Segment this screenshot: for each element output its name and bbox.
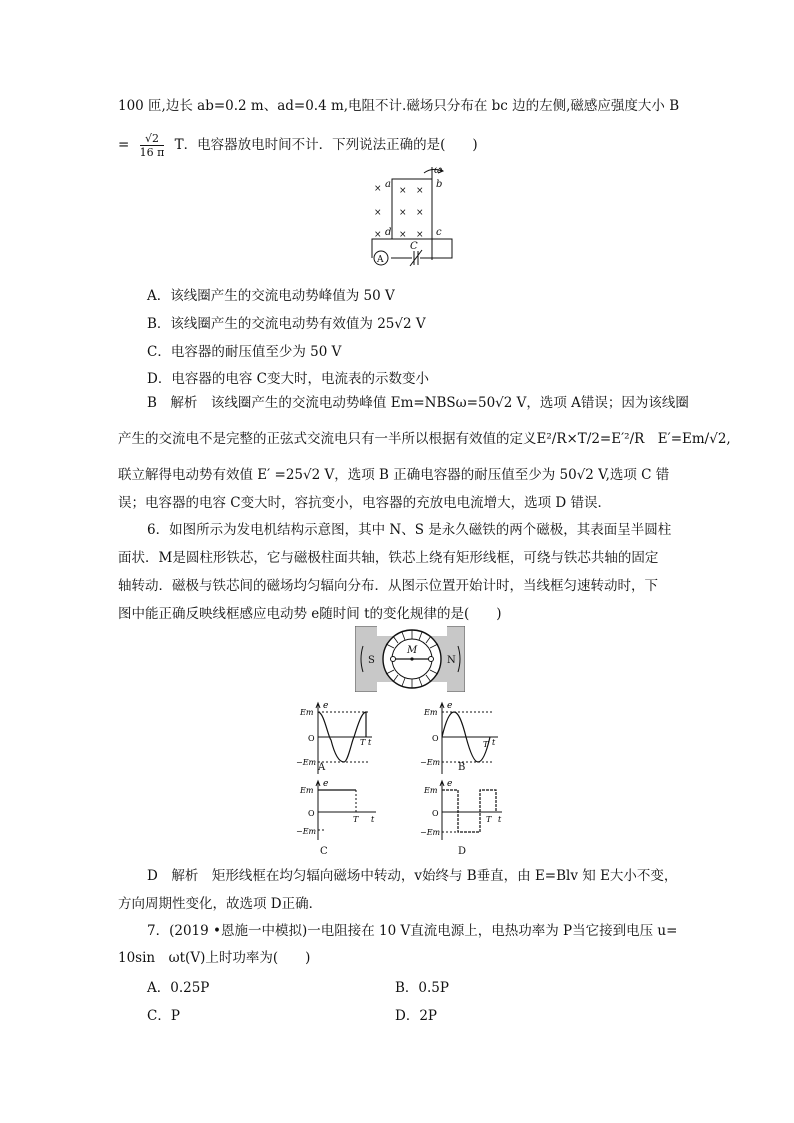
q5-option-d: D．电容器的电容 C变大时，电流表的示数变小 xyxy=(147,371,429,387)
svg-text:×: × xyxy=(399,208,407,218)
label-c: c xyxy=(436,227,442,238)
axis-neg-em: −Em xyxy=(420,758,441,767)
pole-n-label: N xyxy=(447,655,456,666)
pole-s-label: S xyxy=(368,655,375,666)
q6-stem-line-1: 6．如图所示为发电机结构示意图，其中 N、S 是永久磁铁的两个磁极，其表面呈半圆柱 xyxy=(147,522,672,538)
axis-neg-em: −Em xyxy=(296,827,317,836)
graph-d-label: D xyxy=(458,846,467,857)
svg-text:×: × xyxy=(374,208,382,218)
svg-text:×: × xyxy=(374,230,382,240)
svg-text:×: × xyxy=(416,230,424,240)
graph-d xyxy=(420,778,504,842)
generator-figure xyxy=(355,626,465,692)
axis-t: t xyxy=(371,815,375,824)
equals-sign: = xyxy=(118,137,130,153)
q5-option-a: A．该线圈产生的交流电动势峰值为 50 V xyxy=(147,288,395,304)
q5-option-c: C．电容器的耐压值至少为 50 V xyxy=(147,344,342,360)
q5-analysis-line-4: 误；电容器的电容 C变大时，容抗变小，电容器的充放电电流增大，选项 D 错误． xyxy=(118,495,612,511)
axis-period: T xyxy=(360,738,366,747)
q7-stem-line-2: 10sin ωt(V)上时功率为( ) xyxy=(118,950,311,966)
axis-period: T xyxy=(483,740,489,749)
axis-e: e xyxy=(447,779,453,789)
axis-em: Em xyxy=(424,708,438,717)
axis-t: t xyxy=(498,815,502,824)
axis-origin: O xyxy=(432,734,439,743)
axis-origin: O xyxy=(432,809,439,818)
svg-text:×: × xyxy=(374,184,382,194)
fraction-denominator: 16 π xyxy=(139,146,165,159)
axis-origin: O xyxy=(308,809,315,818)
label-b: b xyxy=(436,179,443,190)
graph-c xyxy=(296,778,378,842)
q7-option-d: D．2P xyxy=(395,1008,437,1024)
q5-stem-rest: T．电容器放电时间不计．下列说法正确的是( ) xyxy=(174,137,478,153)
coil-circuit-figure xyxy=(366,165,466,272)
graph-a-label: A xyxy=(318,762,326,773)
q7-option-a: A．0.25P xyxy=(147,980,210,996)
axis-e: e xyxy=(447,701,453,711)
axis-em: Em xyxy=(300,708,314,717)
q7-option-c: C．P xyxy=(147,1008,180,1024)
axis-period: T xyxy=(353,815,359,824)
label-d: d xyxy=(385,227,392,238)
q7-option-b: B．0.5P xyxy=(395,980,449,996)
q5-option-b: B．该线圈产生的交流电动势有效值为 25√2 V xyxy=(147,316,426,332)
q5-stem-line-1: 100 匝,边长 ab=0.2 m、ad=0.4 m,电阻不计.磁场只分布在 bc 边的左侧,磁感应强度大小 B xyxy=(118,98,680,114)
axis-t: t xyxy=(368,738,372,747)
graph-b-label: B xyxy=(458,762,466,773)
core-m-label: M xyxy=(407,645,418,656)
q5-analysis-line-1: B 解析 该线圈产生的交流电动势峰值 Em=NBSω=50√2 V，选项 A错误；因为该线圈 xyxy=(147,395,689,411)
axis-em: Em xyxy=(300,786,314,795)
axis-neg-em: −Em xyxy=(420,828,441,837)
fraction xyxy=(140,132,165,159)
svg-text:×: × xyxy=(399,230,407,240)
q5-analysis-line-2: 产生的交流电不是完整的正弦式交流电只有一半所以根据有效值的定义E²/R×T/2=E′²/R E′=Em/√2, xyxy=(118,431,731,447)
q6-stem-line-4: 图中能正确反映线框感应电动势 e随时间 t的变化规律的是( ) xyxy=(118,606,502,622)
fraction-numerator: √2 xyxy=(140,132,165,146)
capacitor-label: C xyxy=(410,241,418,252)
label-a: a xyxy=(385,179,391,190)
q6-analysis-line-2: 方向周期性变化，故选项 D正确． xyxy=(118,896,323,912)
svg-text:×: × xyxy=(416,186,424,196)
label-omega: ω xyxy=(434,165,443,176)
axis-origin: O xyxy=(308,734,315,743)
graph-a xyxy=(296,700,374,776)
svg-text:×: × xyxy=(399,186,407,196)
q5-stem-line-2 xyxy=(118,132,478,159)
q7-stem-line-1: 7．(2019 •恩施一中模拟)一电阻接在 10 V直流电源上，电热功率为 P当它接到电压 u= xyxy=(147,923,678,939)
graph-c-label: C xyxy=(320,846,328,857)
axis-t: t xyxy=(492,738,496,747)
svg-text:×: × xyxy=(416,208,424,218)
q5-analysis-line-3: 联立解得电动势有效值 E′ =25√2 V，选项 B 正确电容器的耐压值至少为 50√2 V,选项 C 错 xyxy=(118,467,670,483)
axis-period: T xyxy=(486,815,492,824)
q6-stem-line-3: 轴转动．磁极与铁芯间的磁场均匀辐向分布．从图示位置开始计时，当线框匀速转动时，下 xyxy=(118,578,658,594)
axis-em: Em xyxy=(424,786,438,795)
axis-e: e xyxy=(323,701,329,711)
q6-stem-line-2: 面状．M是圆柱形铁芯，它与磁极柱面共轴，铁芯上绕有矩形线框，可绕与铁芯共轴的固定 xyxy=(118,550,659,566)
axis-neg-em: −Em xyxy=(296,758,317,767)
q6-analysis-line-1: D 解析 矩形线框在均匀辐向磁场中转动，v始终与 B垂直，由 E=Blv 知 E大小不变， xyxy=(147,868,678,884)
axis-e: e xyxy=(323,779,329,789)
ammeter-label: A xyxy=(377,255,384,265)
